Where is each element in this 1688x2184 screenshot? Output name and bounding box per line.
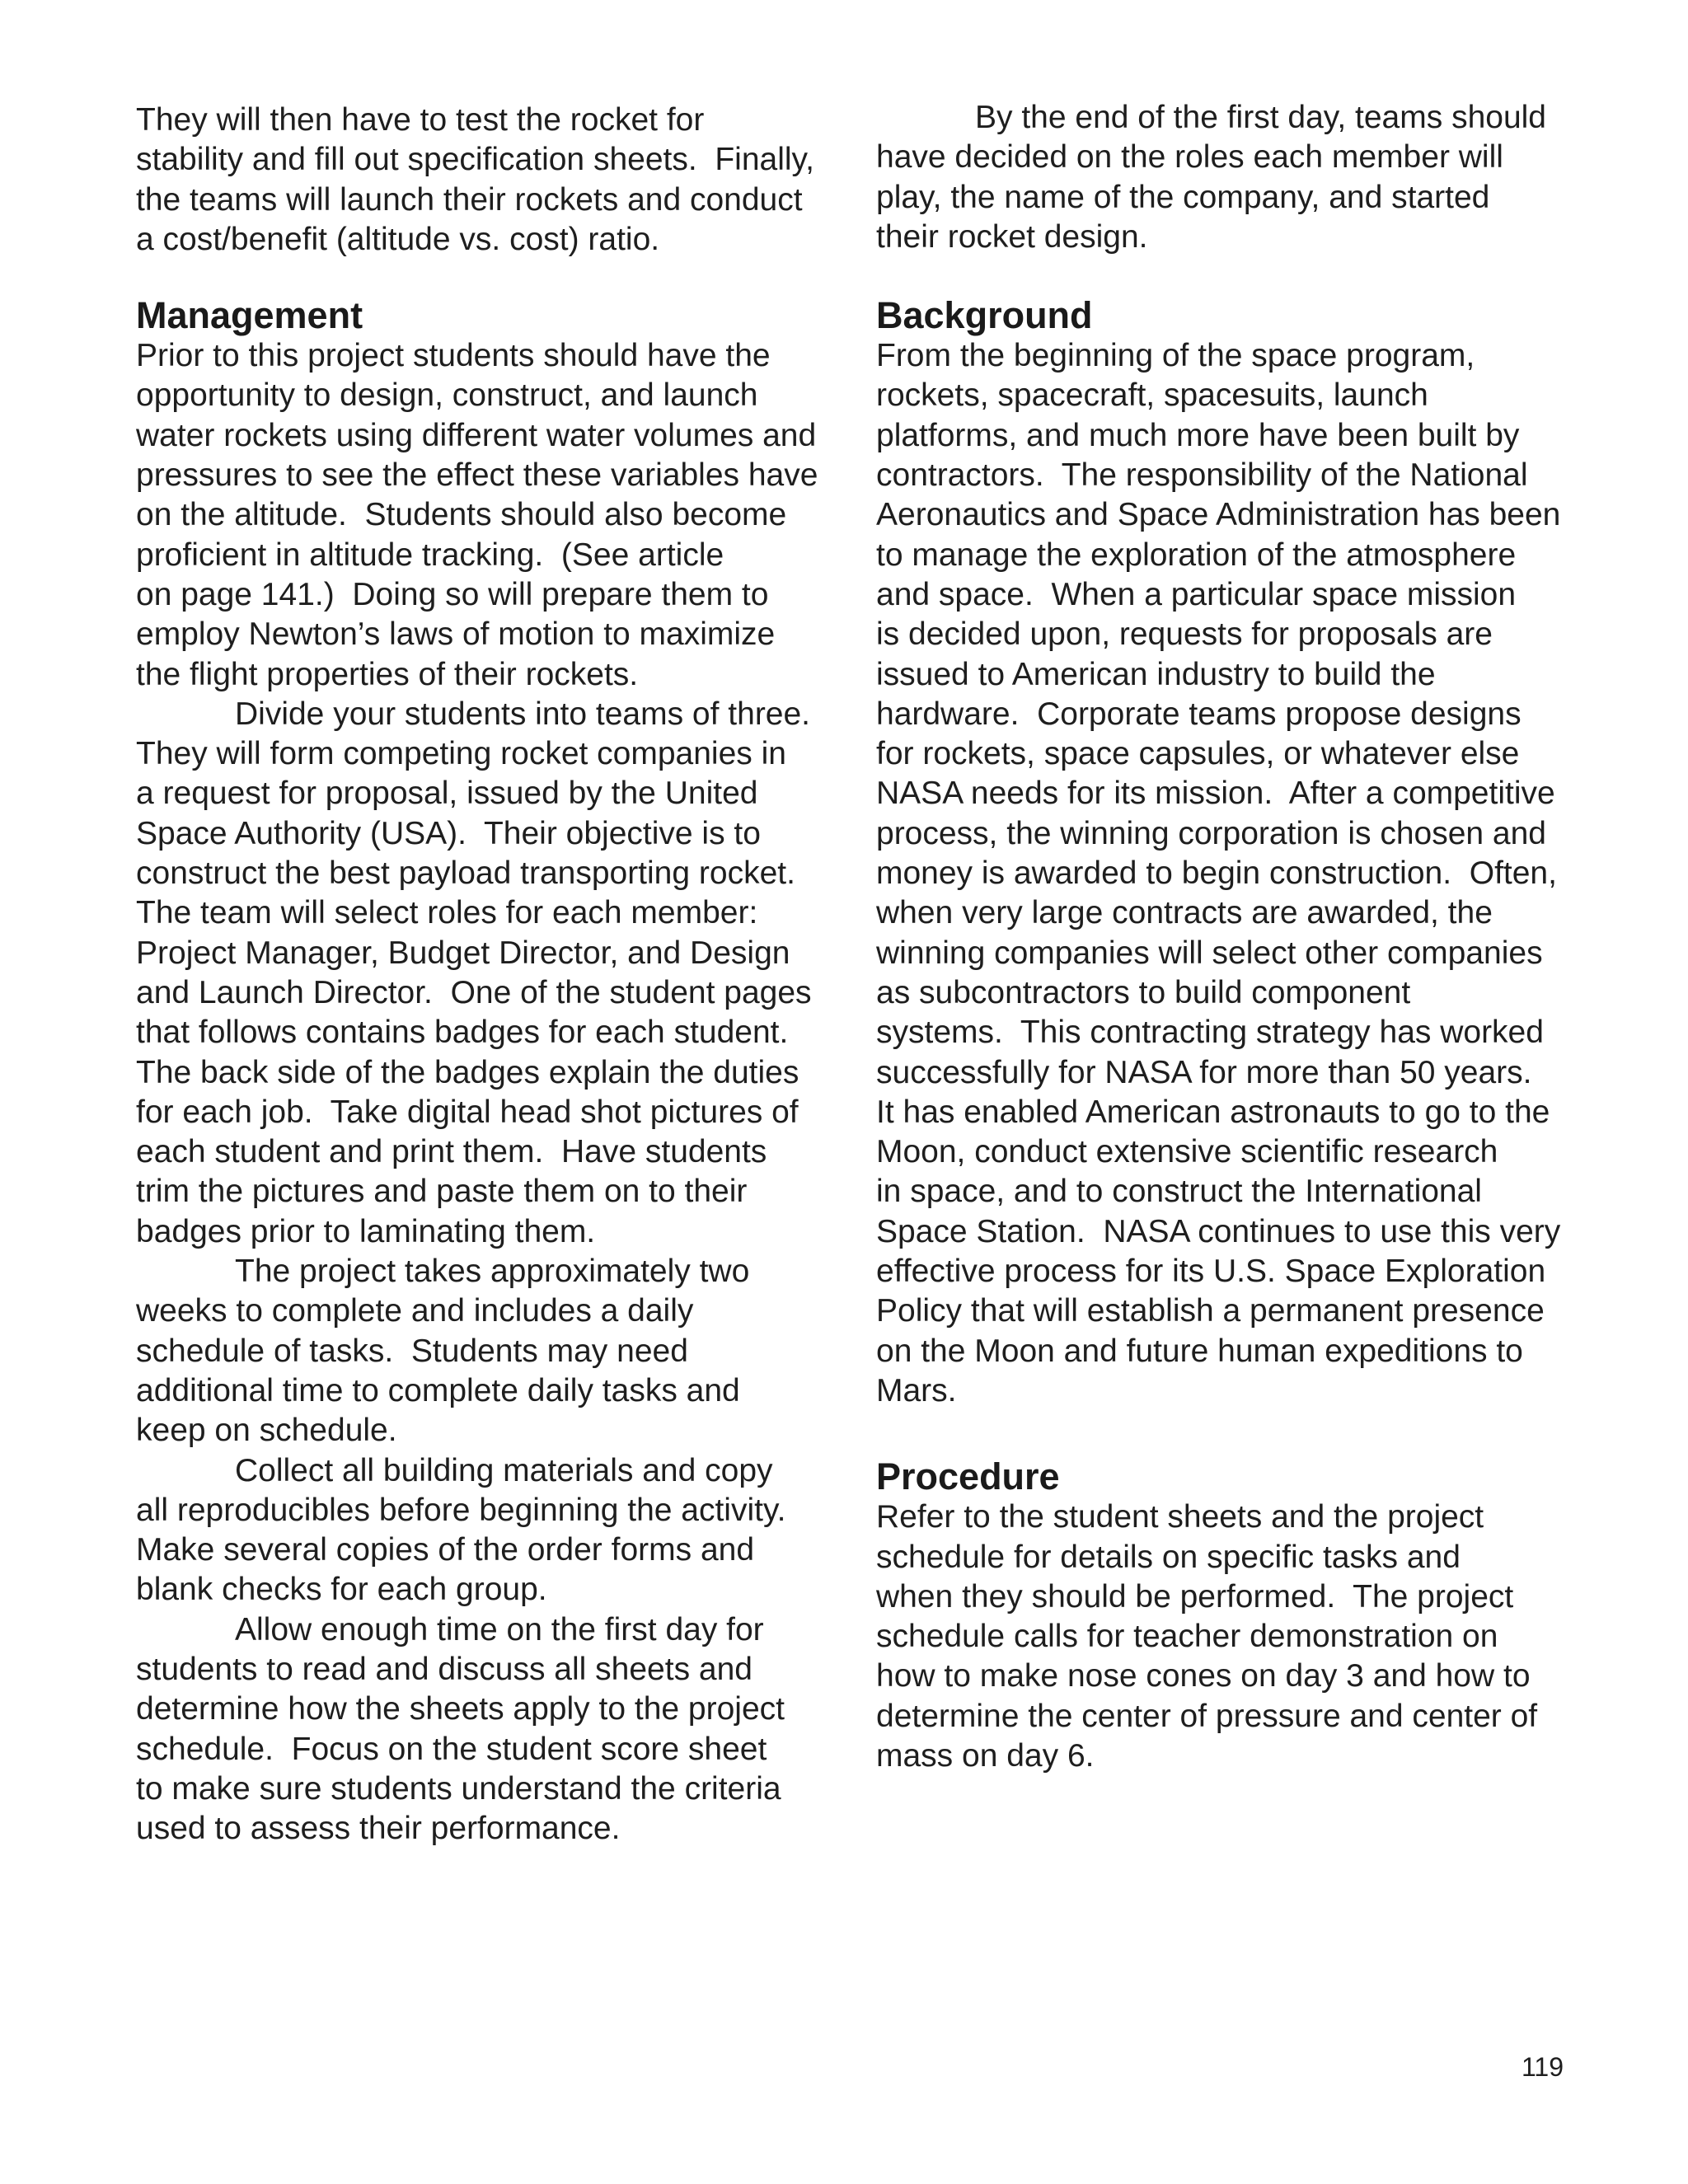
text-line: determine the center of pressure and center of (876, 1698, 1538, 1734)
text-line: Space Station. NASA continues to use this very (876, 1213, 1561, 1249)
text-line: systems. This contracting strategy has worked (876, 1015, 1544, 1051)
text-line: rockets, spacecraft, spacesuits, launch (876, 377, 1428, 414)
management-paragraph (136, 1451, 861, 1610)
text-line: money is awarded to begin construction. Often, (876, 855, 1557, 892)
page-number: 119 (1522, 2052, 1564, 2082)
text-line: Moon, conduct extensive scientific research (876, 1134, 1498, 1170)
procedure-heading: Procedure (876, 1455, 1060, 1498)
text-line: contractors. The responsibility of the National (876, 457, 1528, 494)
text-line: when very large contracts are awarded, the (876, 895, 1493, 931)
left-column (136, 101, 861, 1849)
text-line: schedule. Focus on the student score sheet (136, 1731, 767, 1767)
text-line: a cost/benefit (altitude vs. cost) ratio. (136, 221, 660, 257)
management-paragraph (136, 336, 861, 695)
text-line: on the Moon and future human expeditions to (876, 1333, 1523, 1369)
text-line: on the altitude. Students should also become (136, 497, 787, 533)
text-line: as subcontractors to build component (876, 974, 1411, 1010)
text-line: to make sure students understand the criteria (136, 1770, 781, 1807)
text-line: Prior to this project students should have the (136, 338, 771, 374)
text-line: hardware. Corporate teams propose designs (876, 696, 1522, 732)
text-line: Space Authority (USA). Their objective is to (136, 815, 761, 851)
background-heading: Background (876, 294, 1093, 337)
intro-paragraph (136, 101, 861, 260)
text-line: Collect all building materials and copy (235, 1452, 773, 1488)
right-column (876, 98, 1601, 1776)
intro-paragraph (876, 98, 1601, 257)
text-line: how to make nose cones on day 3 and how to (876, 1658, 1531, 1694)
text-line: have decided on the roles each member will (876, 139, 1503, 176)
management-paragraph (136, 1252, 861, 1451)
text-line: From the beginning of the space program, (876, 338, 1475, 374)
text-line: schedule calls for teacher demonstration on (876, 1619, 1498, 1655)
text-line: effective process for its U.S. Space Exploration (876, 1254, 1546, 1290)
management-paragraph (136, 1610, 861, 1849)
management-heading: Management (136, 294, 363, 337)
text-line: to manage the exploration of the atmosphere (876, 537, 1517, 573)
text-line: and space. When a particular space mission (876, 576, 1517, 612)
text-line: successfully for NASA for more than 50 years. (876, 1054, 1532, 1090)
text-line: used to assess their performance. (136, 1811, 621, 1847)
text-line: water rockets using different water volumes and (136, 417, 817, 453)
text-line: and Launch Director. One of the student pages (136, 974, 812, 1010)
text-line: process, the winning corporation is chosen and (876, 815, 1546, 851)
text-line: The team will select roles for each member: (136, 895, 758, 931)
text-line: employ Newton’s laws of motion to maximize (136, 616, 776, 653)
text-line: Allow enough time on the first day for (235, 1611, 764, 1647)
text-line: blank checks for each group. (136, 1572, 547, 1608)
text-line: the flight properties of their rockets. (136, 656, 639, 692)
text-line: trim the pictures and paste them on to their (136, 1174, 748, 1210)
text-line: mass on day 6. (876, 1737, 1095, 1774)
text-line: Policy that will establish a permanent presence (876, 1293, 1545, 1329)
text-line: issued to American industry to build the (876, 656, 1436, 692)
text-line: students to read and discuss all sheets and (136, 1651, 753, 1687)
text-line: play, the name of the company, and started (876, 179, 1490, 215)
text-line: weeks to complete and includes a daily (136, 1293, 694, 1329)
text-line: Make several copies of the order forms and (136, 1532, 755, 1568)
text-line: all reproducibles before beginning the activity. (136, 1492, 786, 1528)
text-line: proficient in altitude tracking. (See article (136, 537, 724, 573)
text-line: for each job. Take digital head shot pictures of (136, 1094, 799, 1130)
text-line: Project Manager, Budget Director, and Design (136, 935, 790, 971)
text-line: stability and fill out specification sheets. Finally, (136, 142, 814, 178)
text-line: platforms, and much more have been built by (876, 417, 1520, 453)
text-line: The back side of the badges explain the duties (136, 1054, 799, 1090)
text-line: winning companies will select other companies (876, 935, 1543, 971)
text-line: that follows contains badges for each student. (136, 1015, 789, 1051)
text-line: determine how the sheets apply to the project (136, 1691, 785, 1727)
text-line: each student and print them. Have students (136, 1134, 767, 1170)
text-line: Refer to the student sheets and the project (876, 1499, 1484, 1535)
text-line: Aeronautics and Space Administration has been (876, 497, 1561, 533)
text-line: pressures to see the effect these variables have (136, 457, 818, 494)
text-line: schedule of tasks. Students may need (136, 1333, 688, 1369)
text-line: their rocket design. (876, 218, 1148, 255)
text-line: It has enabled American astronauts to go to the (876, 1094, 1550, 1130)
text-line: for rockets, space capsules, or whatever else (876, 736, 1520, 772)
text-line: opportunity to design, construct, and launch (136, 377, 758, 414)
text-line: By the end of the first day, teams should (975, 100, 1546, 135)
text-line: They will then have to test the rocket for (136, 102, 705, 138)
text-line: Mars. (876, 1372, 957, 1408)
text-line: schedule for details on specific tasks and (876, 1539, 1461, 1575)
management-paragraph (136, 695, 861, 1252)
text-line: The project takes approximately two (235, 1254, 750, 1290)
text-line: They will form competing rocket companies in (136, 736, 786, 772)
background-paragraph (876, 336, 1601, 1411)
text-line: on page 141.) Doing so will prepare them to (136, 576, 769, 612)
text-line: when they should be performed. The project (876, 1578, 1514, 1615)
text-line: a request for proposal, issued by the United (136, 776, 758, 812)
procedure-paragraph (876, 1497, 1601, 1776)
text-line: is decided upon, requests for proposals are (876, 616, 1493, 653)
text-line: the teams will launch their rockets and conduct (136, 181, 803, 218)
text-line: construct the best payload transporting rocket. (136, 855, 795, 892)
text-line: Divide your students into teams of three. (235, 696, 811, 732)
text-line: keep on schedule. (136, 1413, 397, 1449)
text-line: in space, and to construct the International (876, 1174, 1482, 1210)
text-line: badges prior to laminating them. (136, 1213, 596, 1249)
text-line: additional time to complete daily tasks and (136, 1372, 740, 1408)
text-line: NASA needs for its mission. After a competitive (876, 776, 1555, 812)
